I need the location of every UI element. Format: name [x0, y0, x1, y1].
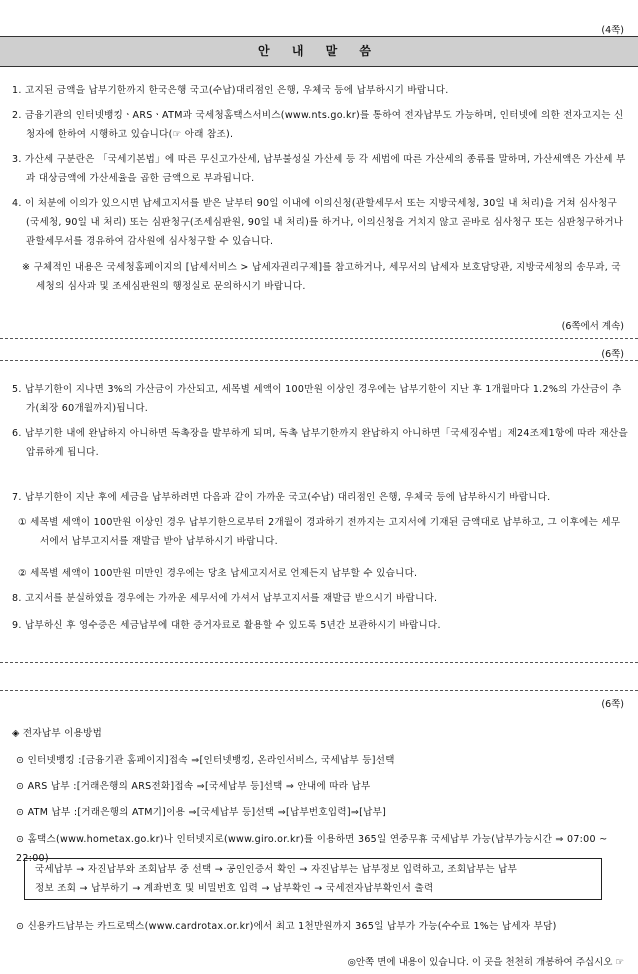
notice-sub-item-2: ② 세목별 세액이 100만원 미만인 경우에는 당초 납세고지서로 언제든지 납부할 수 있습니다. — [18, 568, 418, 579]
notice-item-6: 6. 납부기한 내에 완납하지 아니하면 독촉장을 발부하게 되며, 독촉 납부기한까지 완납하지 아니하면「국세징수법」제24조제1항에 따라 재산을 압류하게 됩니다. — [12, 428, 629, 458]
method-hometax: ⊙ 홈택스(www.hometax.go.kr)나 인터넷지로(www.giro.or.kr)를 이용하면 365일 연중무휴 국세납부 가능(납부가능시간 ⇒ 07:00 ~ 22:00) — [16, 834, 608, 864]
method-credit-card: ⊙ 신용카드납부는 카드로택스(www.cardrotax.or.kr)에서 최고 1천만원까지 365일 납부가 가능(수수료 1%는 납세자 부담) — [16, 921, 557, 932]
notice-item-8: 8. 고지서를 분실하였을 경우에는 가까운 세무서에 가셔서 납부고지서를 재발급 받으시기 바랍니다. — [12, 593, 438, 604]
page-number: (4쪽) — [601, 25, 624, 36]
notice-item-2: 2. 금융기관의 인터넷뱅킹ㆍARSㆍATM과 국세청홈택스서비스(www.nts.go.kr)를 통하여 전자납부도 가능하며, 인터넷에 의한 전자고지는 신청자에 한하여 시행하고 있습니다(☞ 아래 참조). — [12, 110, 624, 140]
notice-sub-item-1: ① 세목별 세액이 100만원 이상인 경우 납부기한으로부터 2개월이 경과하기 전까지는 고지서에 기재된 금액대로 납부하고, 그 이후에는 세무서에서 납부고지서를 재발급 받아 납부하시기 바랍니다. — [18, 517, 621, 547]
notice-title: 안 내 말 씀 — [0, 36, 638, 67]
notice-item-1: 1. 고지된 금액을 납부기한까지 한국은행 국고(수납)대리점인 은행, 우체국 등에 납부하시기 바랍니다. — [12, 85, 449, 96]
procedure-line-2: 정보 조회 → 납부하기 → 계좌번호 및 비밀번호 입력 → 납부확인 → 국세전자납부확인서 출력 — [35, 883, 434, 894]
notice-item-9: 9. 납부하신 후 영수증은 세금납부에 대한 증거자료로 활용할 수 있도록 5년간 보관하시기 바랍니다. — [12, 620, 441, 631]
procedure-line-1: 국세납부 → 자진납부와 조회납부 중 선택 → 공인인증서 확인 → 자진납부는 납부정보 입력하고, 조회납부는 납부 — [35, 864, 518, 875]
divider — [0, 690, 638, 691]
divider — [0, 662, 638, 663]
notice-item-4: 4. 이 처분에 이의가 있으시면 납세고지서를 받은 날부터 90일 이내에 이의신청(관할세무서 또는 지방국세청, 30일 내 처리)을 거쳐 심사청구(국세청, 90일 내 처리) 또는 심판청구(조세심판원, 90일 내 처리)를 하거나, 이의신청을 거치지 않고 곧바로 심사청구 또는 심판청구하거나 관할세무서를 경유하여 감사원에 심사청구할 수 있습니다. — [12, 198, 624, 247]
notice-item-7: 7. 납부기한이 지난 후에 세금을 납부하려면 다음과 같이 가까운 국고(수납) 대리점인 은행, 우체국 등에 납부하시기 바랍니다. — [12, 492, 551, 503]
method-internet-banking: ⊙ 인터넷뱅킹 :[금융기관 홈페이지]접속 ⇒[인터넷뱅킹, 온라인서비스, 국세납부 등]선택 — [16, 755, 395, 766]
divider — [0, 360, 638, 361]
notice-note: ※ 구체적인 내용은 국세청홈페이지의 [납세서비스 > 납세자권리구제]를 참고하거나, 세무서의 납세자 보호담당관, 지방국세청의 송무과, 국세청의 심사과 및 조세심판원의 행정실로 문의하시기 바랍니다. — [22, 262, 621, 292]
notice-item-3: 3. 가산세 구분란은 「국세기본법」에 따른 무신고가산세, 납부불성실 가산세 등 각 세법에 따른 가산세의 종류를 말하며, 가산세액은 가산세 부과 대상금액에 가산세율을 곱한 금액으로 부과됩니다. — [12, 154, 626, 184]
method-ars: ⊙ ARS 납부 :[거래은행의 ARS전화]접속 ⇒[국세납부 등]선택 ⇒ 안내에 따라 납부 — [16, 781, 371, 792]
page-number: (6쪽) — [601, 699, 624, 710]
page-number: (6쪽) — [601, 349, 624, 360]
notice-item-5: 5. 납부기한이 지나면 3%의 가산금이 가산되고, 세목별 세액이 100만원 이상인 경우에는 납부기한이 지난 후 1개월마다 1.2%의 가산금이 추가(최장 60개월까지)됩니다. — [12, 384, 622, 414]
footer-note: ◎안쪽 면에 내용이 있습니다. 이 곳을 천천히 개봉하여 주십시오 ☞ — [347, 957, 624, 968]
divider — [0, 338, 638, 339]
method-atm: ⊙ ATM 납부 :[거래은행의 ATM기]이용 ⇒[국세납부 등]선택 ⇒[납부번호입력]⇒[납부] — [16, 807, 387, 818]
section-title: ◈ 전자납부 이용방법 — [12, 728, 103, 739]
continued-label: (6쪽에서 계속) — [561, 321, 624, 332]
procedure-box — [24, 858, 602, 900]
